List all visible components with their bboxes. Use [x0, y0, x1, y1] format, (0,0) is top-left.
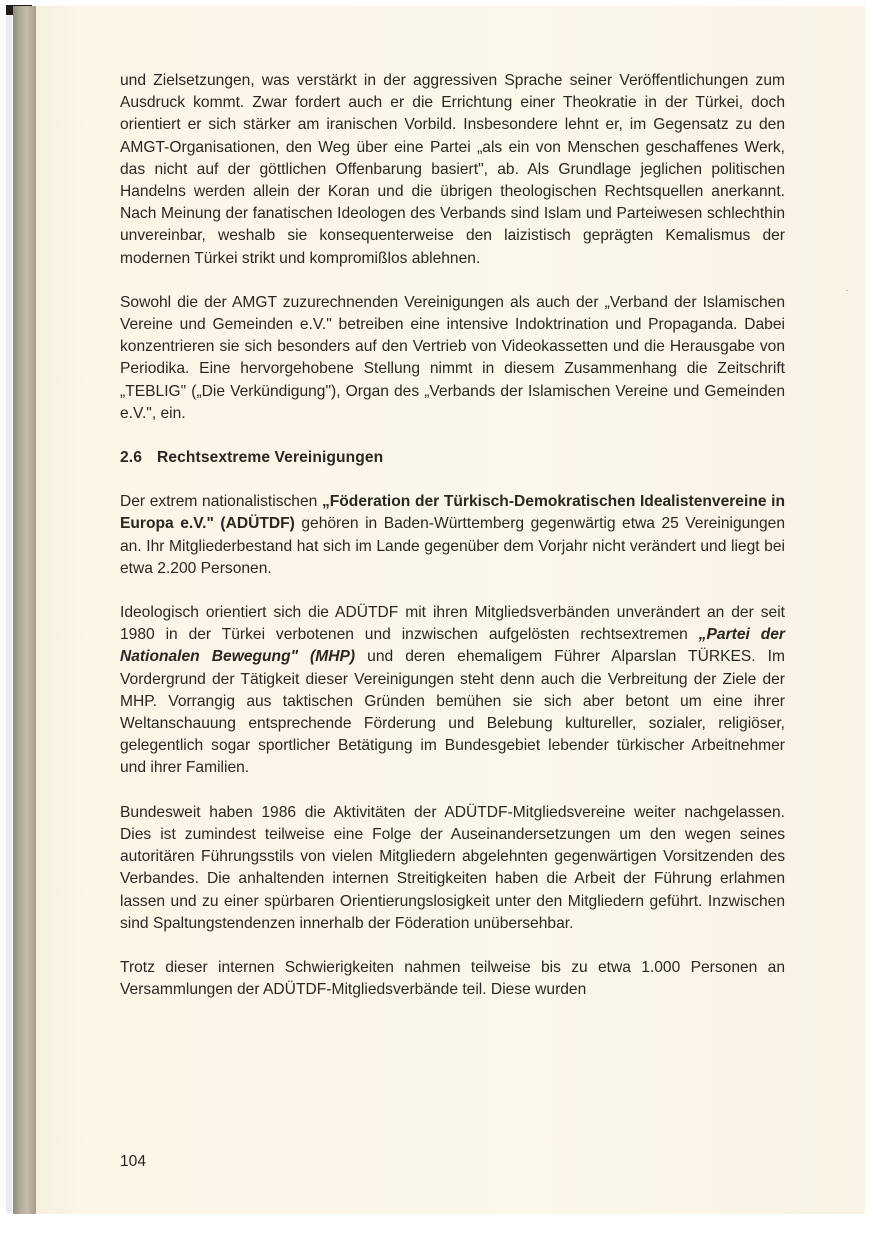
page-number: 104 — [120, 1153, 147, 1170]
book-spine — [13, 6, 36, 1214]
paragraph — [120, 70, 785, 270]
paragraph — [120, 292, 785, 425]
paragraph-text: Trotz dieser internen Schwierigkeiten nahmen teilweise bis zu etwa 1.000 Personen an Versammlungen der ADÜTDF-Mitgliedsverbände teil. Diese wurden — [120, 958, 785, 999]
paragraph-text: Ideologisch orientiert sich die ADÜTDF mit ihren Mitgliedsverbänden unverändert an der seit 1980 in der Türkei verbotenen und inzwischen aufgelösten rechtsextremen — [120, 604, 785, 644]
paragraph — [120, 602, 785, 780]
section-number: 2.6 — [120, 449, 142, 467]
organization-name-bold: „Föderation der Türkisch-Demokratischen Idealistenvereine in Europa e.V." (ADÜTDF) — [120, 493, 785, 533]
paragraph — [120, 802, 785, 935]
scan-speck — [846, 290, 848, 291]
paragraph — [120, 491, 785, 580]
section-title: Rechtsextreme Vereinigungen — [157, 449, 384, 467]
paragraph-text: und deren ehemaligem Führer Alparslan TÜRKES. Im Vordergrund der Tätigkeit dieser Vereinigungen steht denn auch die Verbreitung der Ziele der MHP. Vorrangig aus taktischen Gründen bemühen sie sich aber betont um eine ihrer Weltanschauung entsprechende Förderung und Belebung kultureller, sozialer, religiöser, gelegentlich sogar sportlicher Betätigung im Bundesgebiet lebender türkischer Arbeitnehmer und ihrer Familien. — [120, 648, 785, 777]
paragraph-text: und Zielsetzungen, was verstärkt in der aggressiven Sprache seiner Veröffentlichungen zum Ausdruck kommt. Zwar fordert auch er die Errichtung einer Theokratie in der Türkei, doch orientiert er sich stärker am iranischen Vorbild. Insbesondere lehnt er, im Gegensatz zu den AMGT-Organisationen, den Weg über eine Partei „als ein von Menschen geschaffenes Werk, das nicht auf der göttlichen Offenbarung basiert", ab. Als Grundlage jeglichen politischen Handelns werden allein der Koran und die übrigen theologischen Rechtsquellen anerkannt. Nach Meinung der fanatischen Ideologen des Verbands sind Islam und Parteiwesen schlechthin unvereinbar, weshalb sie konsequenterweise den laizistisch geprägten Kemalismus der modernen Türkei strikt und kompromißlos ablehnen. — [120, 72, 785, 267]
party-name-bold-italic: „Partei der Nationalen Bewegung" (MHP) — [120, 626, 785, 666]
section-heading — [120, 447, 785, 469]
paragraph — [120, 957, 785, 1001]
paragraph-text: Der extrem nationalistischen — [120, 493, 322, 511]
binding-shadow — [6, 8, 12, 1213]
page-text-block — [120, 70, 785, 1023]
paragraph-text: Bundesweit haben 1986 die Aktivitäten der ADÜTDF-Mitgliedsvereine weiter nachgelassen. Dies ist zumindest teilweise eine Folge der Auseinandersetzungen um den wegen seines autoritären Führungsstils von vielen Mitgliedern abgelehnten gegenwärtigen Vorsitzenden des Verbandes. Die anhaltenden internen Streitigkeiten haben die Arbeit der Führung erlahmen lassen und zu einer spürbaren Orientierungslosigkeit unter den Mitgliedern geführt. Inzwischen sind Spaltungstendenzen innerhalb der Föderation unübersehbar. — [120, 803, 785, 932]
paragraph-text: Sowohl die der AMGT zuzurechnenden Vereinigungen als auch der „Verband der Islamischen Vereine und Gemeinden e.V." betreiben eine intensive Indoktrination und Propaganda. Dabei konzentrieren sie sich besonders auf den Vertrieb von Videokassetten und die Herausgabe von Periodika. Eine hervorgehobene Stellung nimmt in diesem Zusammenhang die Zeitschrift „TEBLIG" („Die Verkündigung"), Organ des „Verbands der Islamischen Vereine und Gemeinden e.V.", ein. — [120, 293, 785, 422]
paragraph-text: gehören in Baden-Württemberg gegenwärtig etwa 25 Vereinigungen an. Ihr Mitgliederbestand hat sich im Lande gegenüber dem Vorjahr nicht verändert und liegt bei etwa 2.200 Personen. — [120, 515, 785, 577]
